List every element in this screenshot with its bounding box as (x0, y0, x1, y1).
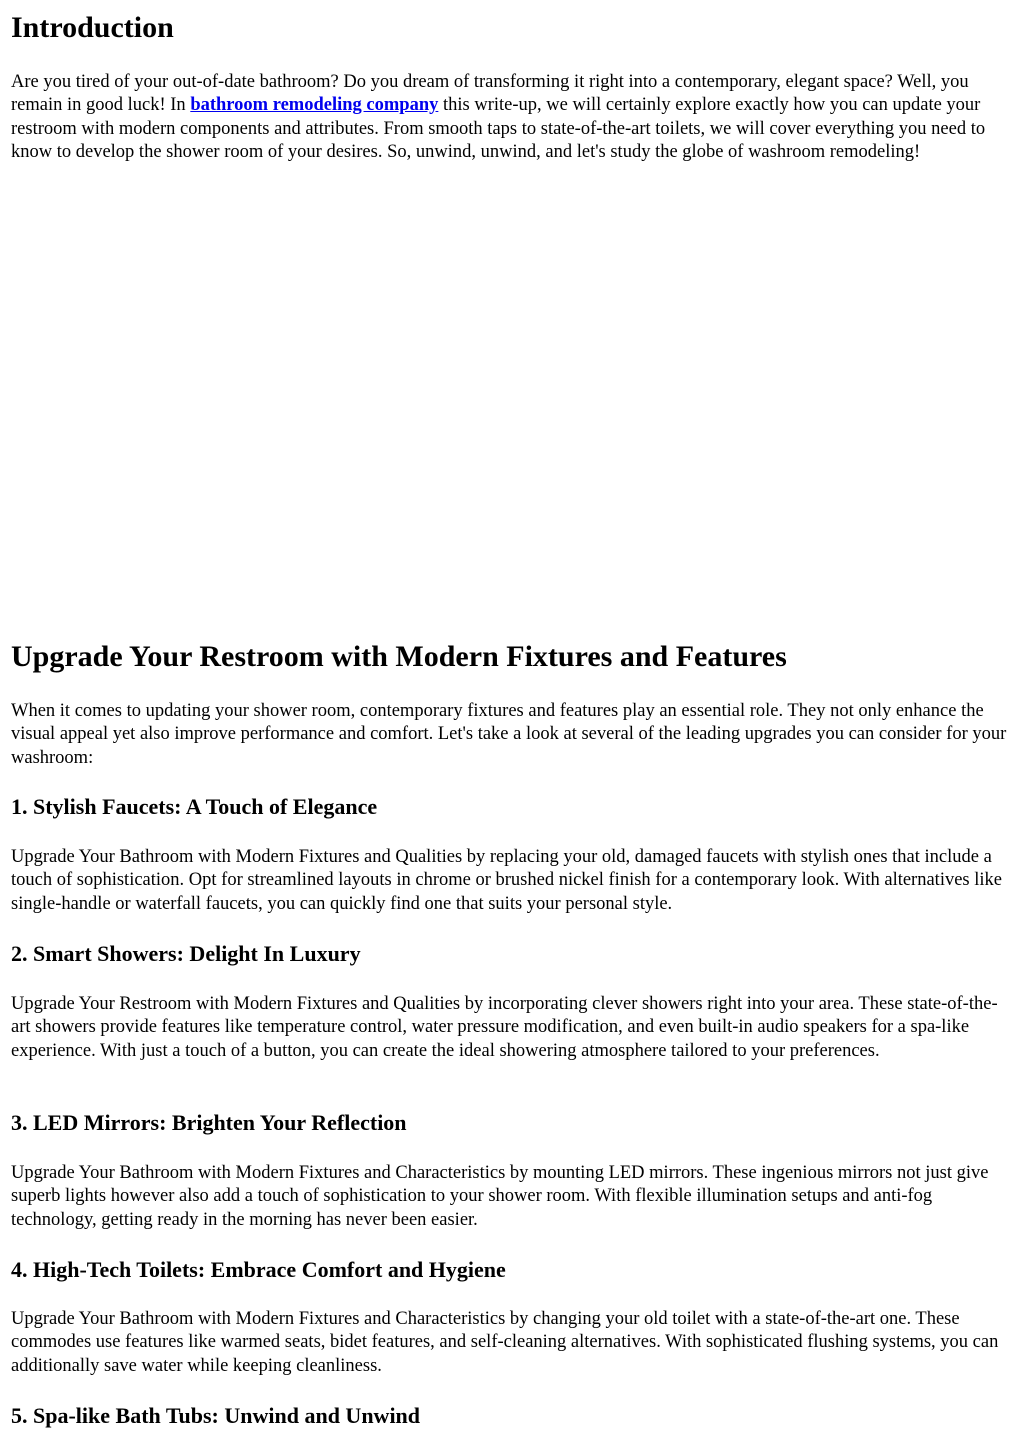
section-heading-showers: 2. Smart Showers: Delight In Luxury (11, 941, 361, 966)
section-text-faucets: Upgrade Your Bathroom with Modern Fixtures and Qualities by replacing your old, damaged faucets with stylish ones that include a touch of sophistication. Opt for streamlined layouts in chrome or brushed nickel finish for a contemporary look. With alternatives like single-handle or waterfall faucets, you can quickly find one that suits your personal style. (11, 847, 1002, 914)
main-paragraph: When it comes to updating your shower room, contemporary fixtures and features play an essential role. They not only enhance the visual appeal yet also improve performance and comfort. Let's take a look at several of the leading upgrades you can consider for your washroom: (11, 701, 1007, 768)
section-heading-toilets: 4. High-Tech Toilets: Embrace Comfort and Hygiene (11, 1257, 506, 1282)
bathroom-remodeling-company-link[interactable]: bathroom remodeling company (190, 95, 439, 116)
section-heading-faucets: 1. Stylish Faucets: A Touch of Elegance (11, 794, 378, 819)
section-heading-mirrors: 3. LED Mirrors: Brighten Your Reflection (11, 1110, 407, 1135)
intro-heading: Introduction (11, 11, 174, 44)
section-text-toilets: Upgrade Your Bathroom with Modern Fixtures and Characteristics by changing your old toilet with a state-of-the-art one. These commodes use features like warmed seats, bidet features, and self-cleaning alternatives. With sophisticated flushing systems, you can additionally save water while keeping cleanliness. (11, 1309, 999, 1376)
intro-text-before-link: Are you tired of your out-of-date bathroom? Do you dream of transforming it right into a contemporary, elegant space? Well, you remain in good luck! In (11, 72, 969, 116)
intro-paragraph (11, 71, 1011, 164)
section-text-showers: Upgrade Your Restroom with Modern Fixtures and Qualities by incorporating clever showers right into your area. These state-of-the-art showers provide features like temperature control, water pressure modification, and even built-in audio speakers for a spa-like experience. With just a touch of a button, you can create the ideal showering atmosphere tailored to your preferences. (11, 994, 998, 1061)
section-text-mirrors: Upgrade Your Bathroom with Modern Fixtures and Characteristics by mounting LED mirrors. These ingenious mirrors not just give superb lights however also add a touch of sophistication to your shower room. With flexible illumination setups and anti-fog technology, getting ready in the morning has never been easier. (11, 1163, 989, 1230)
intro-text-after-link: this write-up, we will certainly explore exactly how you can update your restroom with modern components and attributes. From smooth taps to state-of-the-art toilets, we will cover everything you need to know to develop the shower room of your desires. So, unwind, unwind, and let's study the globe of washroom remodeling! (11, 95, 986, 162)
blank-image-area (11, 190, 1011, 610)
main-heading: Upgrade Your Restroom with Modern Fixtures and Features (11, 640, 787, 673)
section-heading-tubs: 5. Spa-like Bath Tubs: Unwind and Unwind (11, 1403, 421, 1428)
